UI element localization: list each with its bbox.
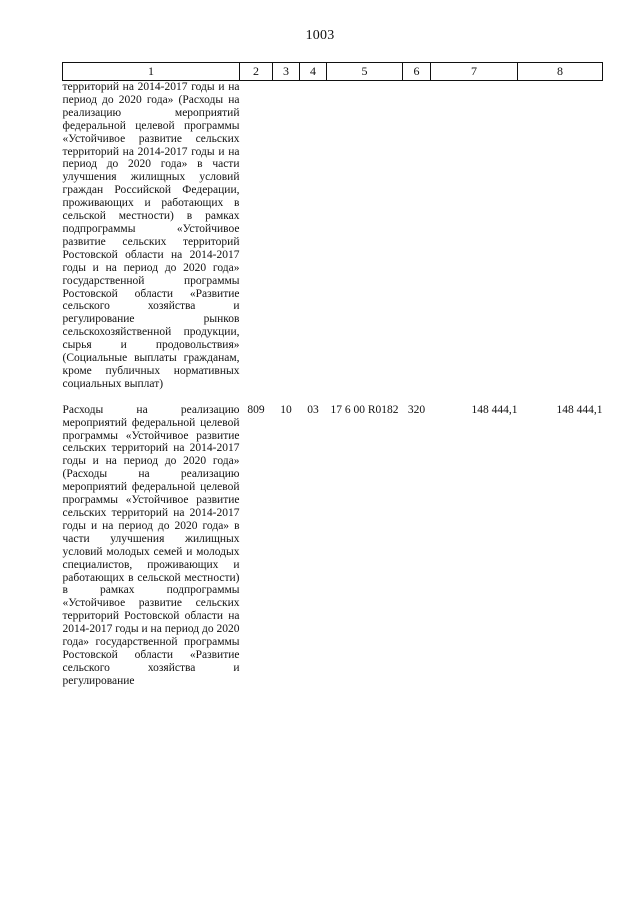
row-description: Расходы на реализацию мероприятий федеральной целевой программы «Устойчивое развитие сельских территорий на 2014-2017 годы и на период до 2020 года» (Расходы на реализацию мероприятий федеральной целевой программы «Устойчивое развитие сельских территорий на 2014-2017 годы и на период до 2020 года» в части улучшения жилищных условий молодых семей и молодых специалистов, проживающих и работающих в сельской местности) в рамках подпрограммы «Устойчивое развитие сельских территорий Ростовской области на 2014-2017 годы и на период до 2020 года» государственной программы Ростовской области «Развитие сельского хозяйства и регулирование xyxy=(62,403,240,687)
column-header-6: 6 xyxy=(403,63,431,81)
cell-amount-8: 148 444,1 xyxy=(556,403,603,416)
cell-target-article xyxy=(327,81,403,391)
column-header-2: 2 xyxy=(240,63,273,81)
cell-subsection-code: 03 xyxy=(307,403,319,416)
row-description: территорий на 2014-2017 годы и на период до 2020 года» (Расходы на реализацию мероприятий федеральной целевой программы «Устойчивое развитие сельских территорий на 2014-2017 годы и на период до 2020 года» в части улучшения жилищных условий граждан Российской Федерации, проживающих и работающих в сельской местности) в рамках подпрограммы «Устойчивое развитие сельских территорий Ростовской области на 2014-2017 годы и на период до 2020 года» государственной программы Ростовской области «Развитие сельского хозяйства и регулирование рынков сельскохозяйственной продукции, сырья и продовольствия» (Социальные выплаты гражданам, кроме публичных нормативных социальных выплат) xyxy=(62,81,240,390)
cell-expense-type xyxy=(403,81,431,391)
cell-section-code xyxy=(273,81,300,391)
cell-ministry-code xyxy=(240,81,273,391)
column-header-3: 3 xyxy=(273,63,300,81)
column-header-7: 7 xyxy=(431,63,518,81)
header-row xyxy=(63,63,603,81)
column-header-1: 1 xyxy=(63,63,240,81)
table-body xyxy=(63,81,603,688)
column-header-8: 8 xyxy=(518,63,603,81)
column-header-5: 5 xyxy=(327,63,403,81)
cell-target-article: 17 6 00 R0182 xyxy=(330,403,399,416)
page-number: 1003 xyxy=(305,28,335,43)
cell-amount-7: 148 444,1 xyxy=(471,403,518,416)
cell-amount-8 xyxy=(518,81,603,391)
table-header xyxy=(63,63,603,81)
cell-section-code: 10 xyxy=(280,403,292,416)
cell-expense-type: 320 xyxy=(407,403,426,416)
cell-amount-7 xyxy=(431,81,518,391)
column-header-4: 4 xyxy=(300,63,327,81)
table-row xyxy=(63,81,603,391)
cell-ministry-code: 809 xyxy=(247,403,265,416)
table-row xyxy=(63,391,603,688)
cell-subsection-code xyxy=(300,81,327,391)
budget-table xyxy=(62,62,603,688)
